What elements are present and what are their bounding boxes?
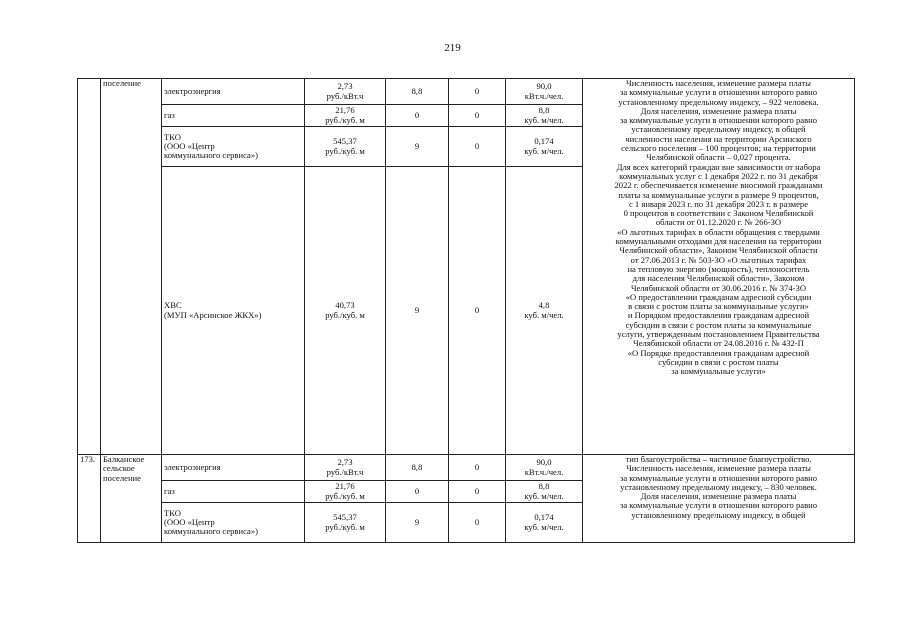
limit-value: 0 (449, 481, 506, 503)
tariff-value: 21,76 руб./куб. м (305, 105, 386, 127)
settlement-name: поселение (101, 79, 162, 455)
volume-value: 90,0 кВт.ч./чел. (506, 79, 583, 105)
note-text: Численность населения, изменение размера платы за коммунальные услуги в отношении которого равно установленному предельному индексу, – 922 человека. Доля населения, изменение размера платы за коммунальные услуги в отношении которого равно установленному предельному индексу, в общей численности населения на территории Арсинского сельского поселения – 100 процентов; на территории Челябинской области – 0,027 процента. Для всех категорий граждан вне зависимости от набора коммунальных услуг с 1 декабря 2022 г. по 31 декабря 2022 г. обеспечивается изменение вносимой гражданами платы за коммунальные услуги в размере 9 процентов, с 1 января 2023 г. по 31 декабря 2023 г. в размере 0 процентов в соответствии с Законом Челябинской области от 01.12.2020 г. № 266-ЗО «О льготных тарифах в области обращения с твердыми коммунальными отходами для населения на территории Челябинской области», Законом Челябинской области от 27.06.2013 г. № 503-ЗО «О льготных тарифах на тепловую энергию (мощность), теплоноситель для населения Челябинской области», Законом Челябинской области от 30.06.2016 г. № 374-ЗО «О предоставлении гражданам адресной субсидии в связи с ростом платы за коммунальные услуги» и Порядком предоставления гражданам адресной субсидии в связи с ростом платы за коммунальные услуги, утвержденным постановлением Правительства Челябинской области от 24.08.2016 г. № 432-П «О Порядке предоставления гражданам адресной субсидии в связи с ростом платы за коммунальные услуги» (583, 79, 855, 455)
table-row (78, 79, 855, 105)
volume-value: 0,174 куб. м/чел. (506, 503, 583, 543)
index-value: 8,8 (386, 79, 449, 105)
table-row (78, 455, 855, 481)
service-name: газ (162, 105, 305, 127)
service-name: ХВС (МУП «Арсинское ЖКХ») (162, 167, 305, 455)
tariff-value: 2,73 руб./кВт.ч (305, 79, 386, 105)
service-name: электроэнергия (162, 455, 305, 481)
limit-value: 0 (449, 127, 506, 167)
tariff-value: 545,37 руб./куб. м (305, 127, 386, 167)
tariff-value: 2,73 руб./кВт.ч (305, 455, 386, 481)
volume-value: 0,174 куб. м/чел. (506, 127, 583, 167)
volume-value: 90,0 кВт.ч./чел. (506, 455, 583, 481)
settlement-name: Балканское сельское поселение (101, 455, 162, 543)
row-number (78, 79, 101, 455)
limit-value: 0 (449, 503, 506, 543)
index-value: 9 (386, 167, 449, 455)
volume-value: 8,8 куб. м/чел. (506, 105, 583, 127)
tariff-value: 545,37 руб./куб. м (305, 503, 386, 543)
service-name: ТКО (ООО «Центр коммунального сервиса») (162, 503, 305, 543)
index-value: 8,8 (386, 455, 449, 481)
tariff-value: 40,73 руб./куб. м (305, 167, 386, 455)
service-name: электроэнергия (162, 79, 305, 105)
tariff-value: 21,76 руб./куб. м (305, 481, 386, 503)
limit-value: 0 (449, 455, 506, 481)
limit-value: 0 (449, 79, 506, 105)
limit-value: 0 (449, 167, 506, 455)
index-value: 9 (386, 127, 449, 167)
limit-value: 0 (449, 105, 506, 127)
index-value: 9 (386, 503, 449, 543)
row-number: 173. (78, 455, 101, 543)
page-number: 219 (444, 42, 461, 54)
note-text: тип благоустройства – частичное благоустройство. Численность населения, изменение размера платы за коммунальные услуги в отношении которого равно установленному предельному индексу, – 830 человек. Доля населения, изменение размера платы за коммунальные услуги в отношении которого равно установленному предельному индексу, в общей (583, 455, 855, 543)
service-name: ТКО (ООО «Центр коммунального сервиса») (162, 127, 305, 167)
index-value: 0 (386, 105, 449, 127)
service-name: газ (162, 481, 305, 503)
index-value: 0 (386, 481, 449, 503)
tariff-table (77, 78, 855, 543)
volume-value: 8,8 куб. м/чел. (506, 481, 583, 503)
volume-value: 4,8 куб. м/чел. (506, 167, 583, 455)
